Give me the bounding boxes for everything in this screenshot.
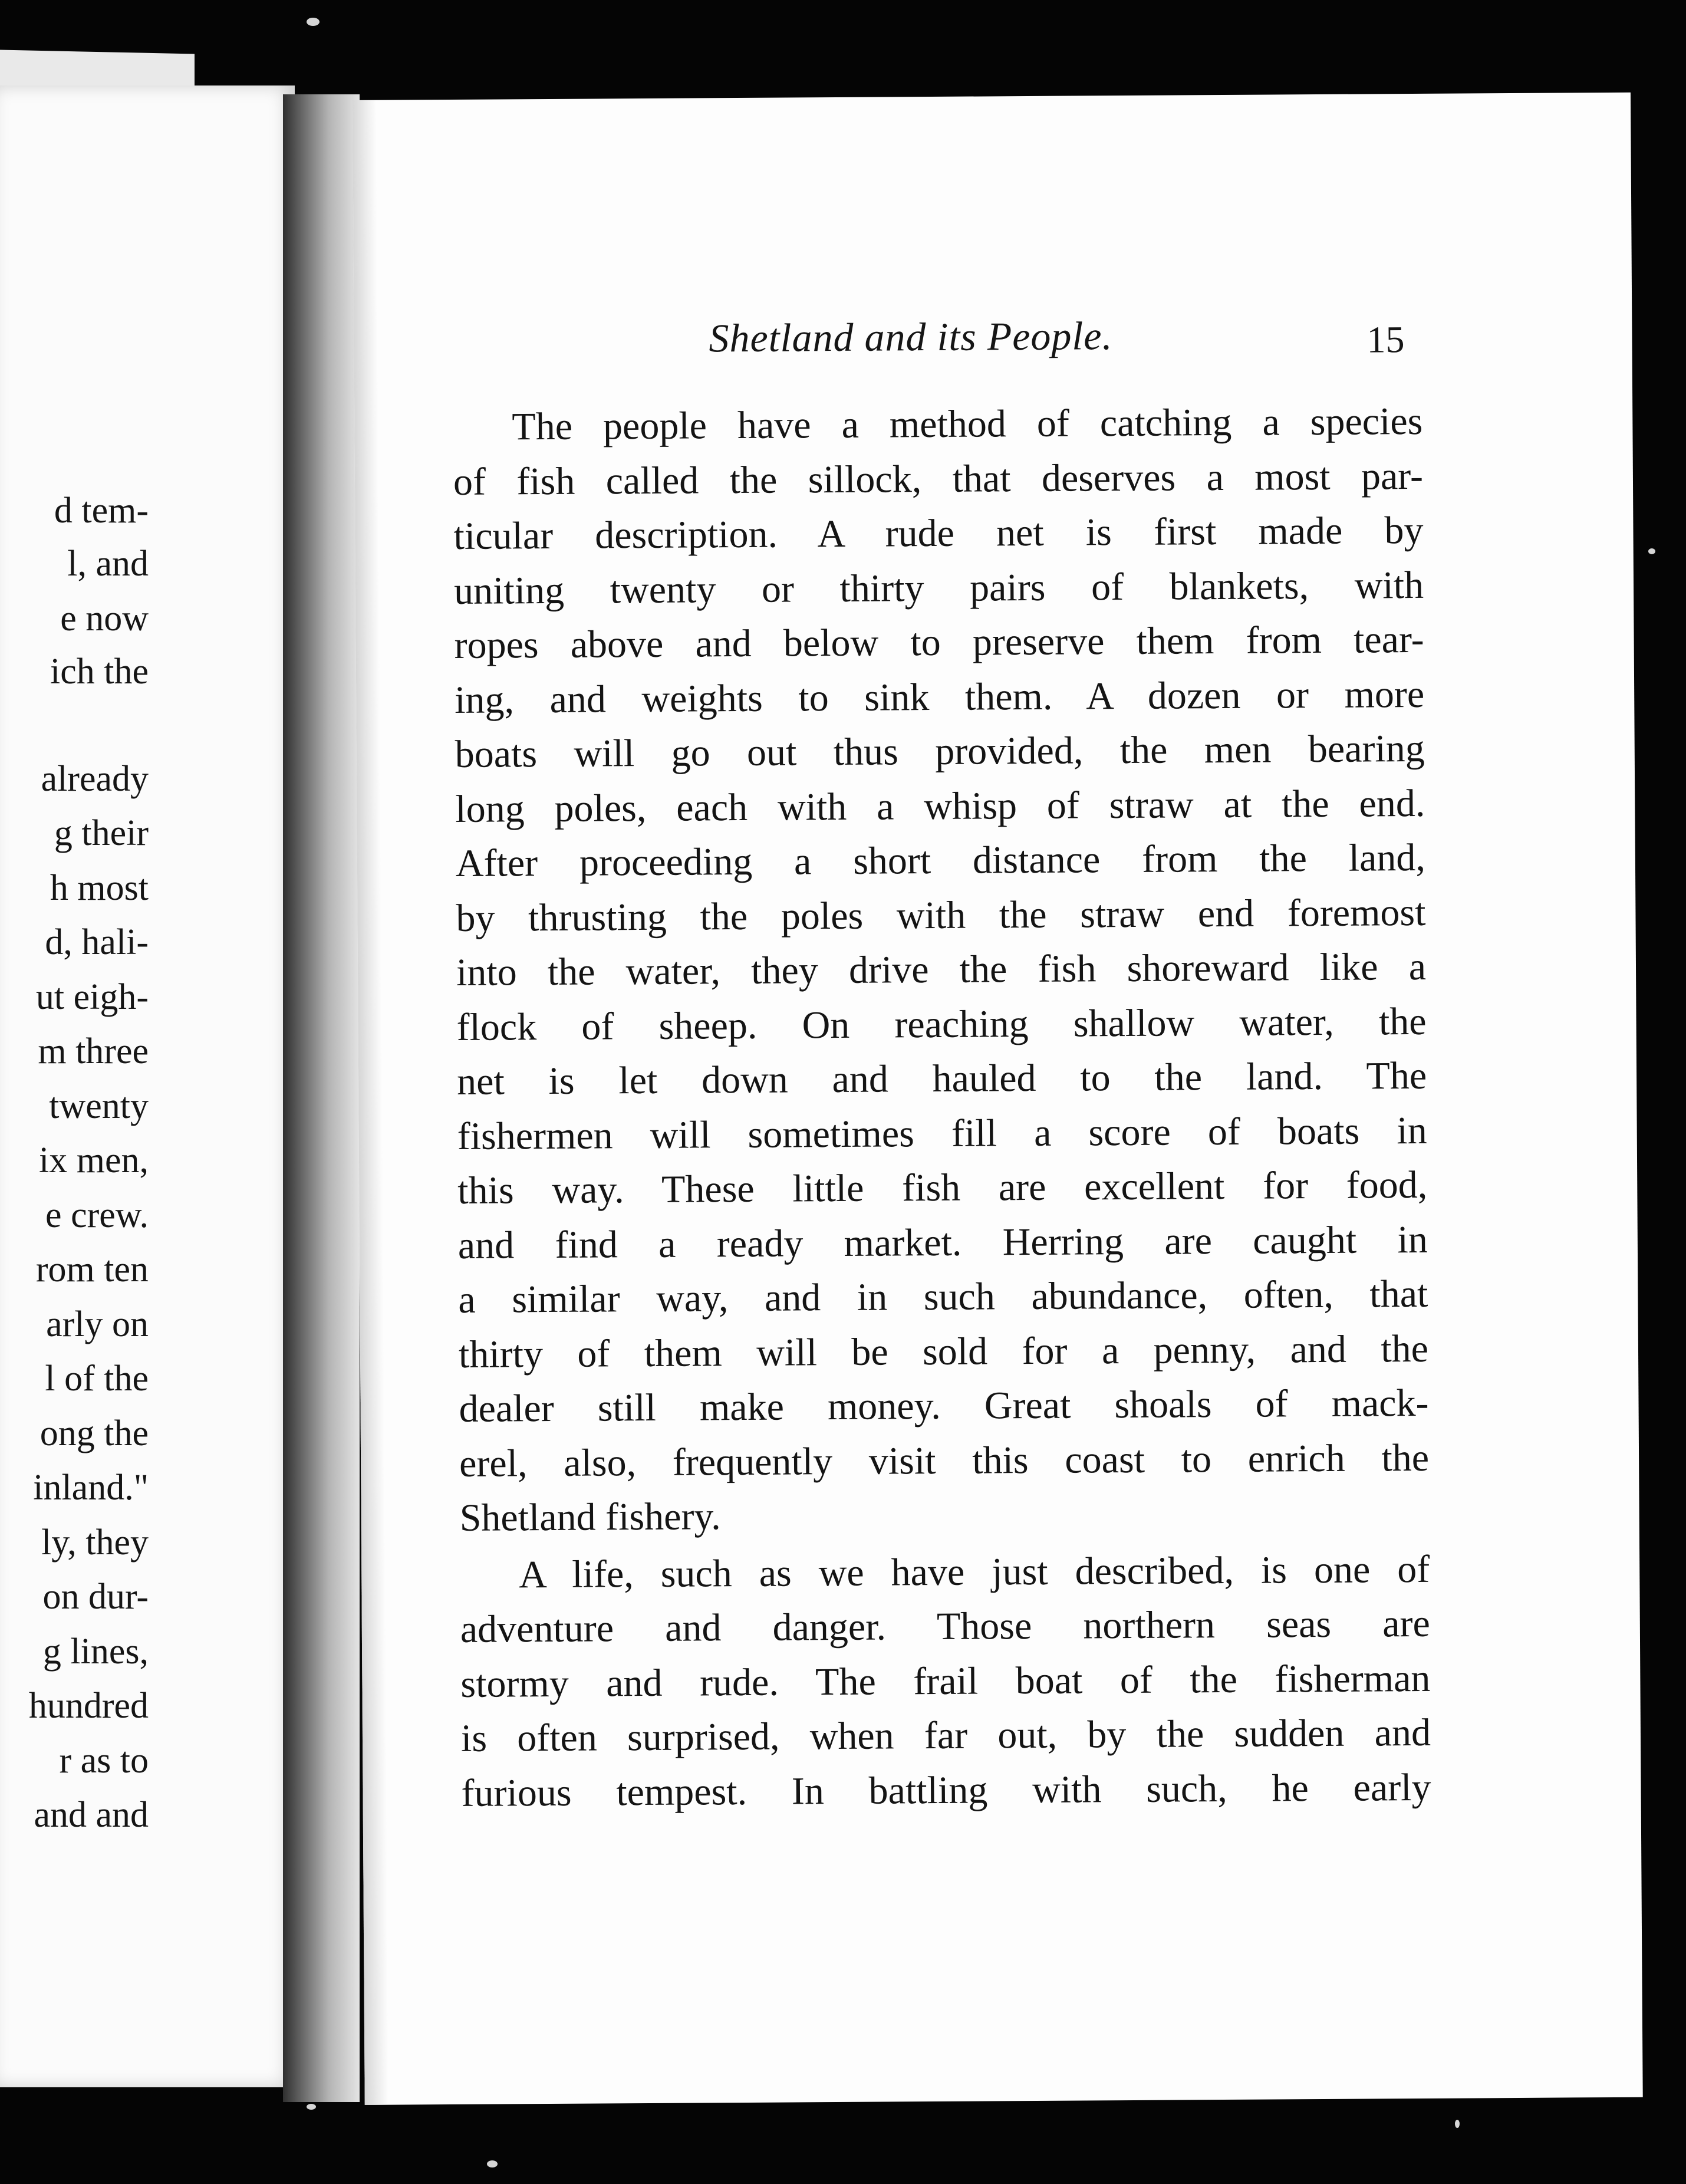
left-page-line: inland." bbox=[33, 1468, 149, 1508]
text-line: is often surprised, when far out, by the sudden and bbox=[460, 1711, 1431, 1760]
text-line: ticular description. A rude net is first made by bbox=[453, 508, 1424, 558]
left-page-line: ich the bbox=[50, 652, 149, 692]
left-page-line: h most bbox=[50, 868, 149, 908]
left-page-line: l of the bbox=[45, 1359, 149, 1399]
scan-speck bbox=[307, 18, 320, 26]
left-page-line: e now bbox=[60, 598, 149, 639]
left-page-line: d, hali- bbox=[45, 922, 149, 962]
scan-speck bbox=[1455, 2120, 1460, 2128]
text-line: The people have a method of catching a species bbox=[512, 399, 1423, 449]
running-head: Shetland and its People. bbox=[709, 313, 1113, 361]
text-line: A life, such as we have just described, is one of bbox=[519, 1547, 1430, 1596]
left-page-line: ut eigh- bbox=[35, 977, 149, 1017]
left-page-line: e crew. bbox=[45, 1195, 149, 1235]
text-line: erel, also, frequently visit this coast to enrich the bbox=[459, 1436, 1430, 1485]
text-line: boats will go out thus provided, the men bearing bbox=[455, 726, 1425, 776]
text-line: After proceeding a short distance from the land, bbox=[455, 836, 1426, 885]
page-body bbox=[453, 394, 1431, 1823]
left-page-line: g lines, bbox=[42, 1632, 149, 1672]
facing-page-left bbox=[0, 85, 295, 2087]
text-line: adventure and danger. Those northern seas are bbox=[460, 1601, 1431, 1651]
text-line: fishermen will sometimes fill a score of boats in bbox=[457, 1109, 1427, 1158]
left-page-line: on dur- bbox=[42, 1577, 149, 1617]
scan-speck bbox=[487, 2160, 498, 2167]
text-line: ropes above and below to preserve them from tear- bbox=[454, 617, 1424, 667]
text-line: by thrusting the poles with the straw end foremost bbox=[456, 890, 1426, 940]
text-line: dealer still make money. Great shoals of mack- bbox=[459, 1381, 1429, 1430]
left-page-line: twenty bbox=[49, 1086, 149, 1126]
text-line: into the water, they drive the fish shoreward like a bbox=[456, 945, 1427, 994]
left-page-line: ong the bbox=[39, 1413, 149, 1453]
paragraph bbox=[453, 394, 1430, 1546]
text-line: net is let down and hauled to the land. The bbox=[456, 1054, 1427, 1103]
text-line: this way. These little fish are excellent for food, bbox=[457, 1163, 1428, 1212]
left-page-line: l, and bbox=[67, 544, 149, 584]
left-page-line: d tem- bbox=[54, 491, 149, 531]
left-page-line: and and bbox=[34, 1795, 149, 1835]
left-page-line: already bbox=[41, 759, 149, 799]
left-page-line: rom ten bbox=[35, 1249, 149, 1290]
text-line: uniting twenty or thirty pairs of blankets, with bbox=[453, 563, 1424, 613]
text-line: thirty of them will be sold for a penny, and the bbox=[458, 1327, 1429, 1376]
text-line: furious tempest. In battling with such, he early bbox=[461, 1765, 1431, 1815]
left-page-line: r as to bbox=[59, 1741, 149, 1781]
book-gutter-shadow bbox=[283, 94, 360, 2102]
text-line: and find a ready market. Herring are caught in bbox=[457, 1218, 1428, 1267]
left-page-line: g their bbox=[54, 813, 149, 853]
left-page-line: ly, they bbox=[41, 1522, 149, 1563]
text-line: long poles, each with a whisp of straw at the end. bbox=[455, 781, 1425, 831]
text-line: ing, and weights to sink them. A dozen or more bbox=[454, 672, 1425, 722]
text-line: a similar way, and in such abundance, often, that bbox=[458, 1272, 1428, 1321]
paragraph bbox=[460, 1542, 1431, 1821]
book-page bbox=[353, 93, 1643, 2105]
scan-speck bbox=[1648, 548, 1655, 554]
text-line: stormy and rude. The frail boat of the fisherman bbox=[460, 1656, 1431, 1706]
text-line: Shetland fishery. bbox=[459, 1495, 721, 1540]
page-number: 15 bbox=[1366, 318, 1405, 361]
left-page-line: hundred bbox=[28, 1686, 149, 1726]
text-line: flock of sheep. On reaching shallow water, the bbox=[456, 999, 1427, 1049]
left-page-line: arly on bbox=[46, 1304, 149, 1344]
left-page-line: ix men, bbox=[39, 1140, 149, 1180]
scan-speck bbox=[307, 2104, 316, 2110]
text-line: of fish called the sillock, that deserves a most par- bbox=[453, 454, 1424, 504]
left-page-line: m three bbox=[38, 1031, 149, 1071]
